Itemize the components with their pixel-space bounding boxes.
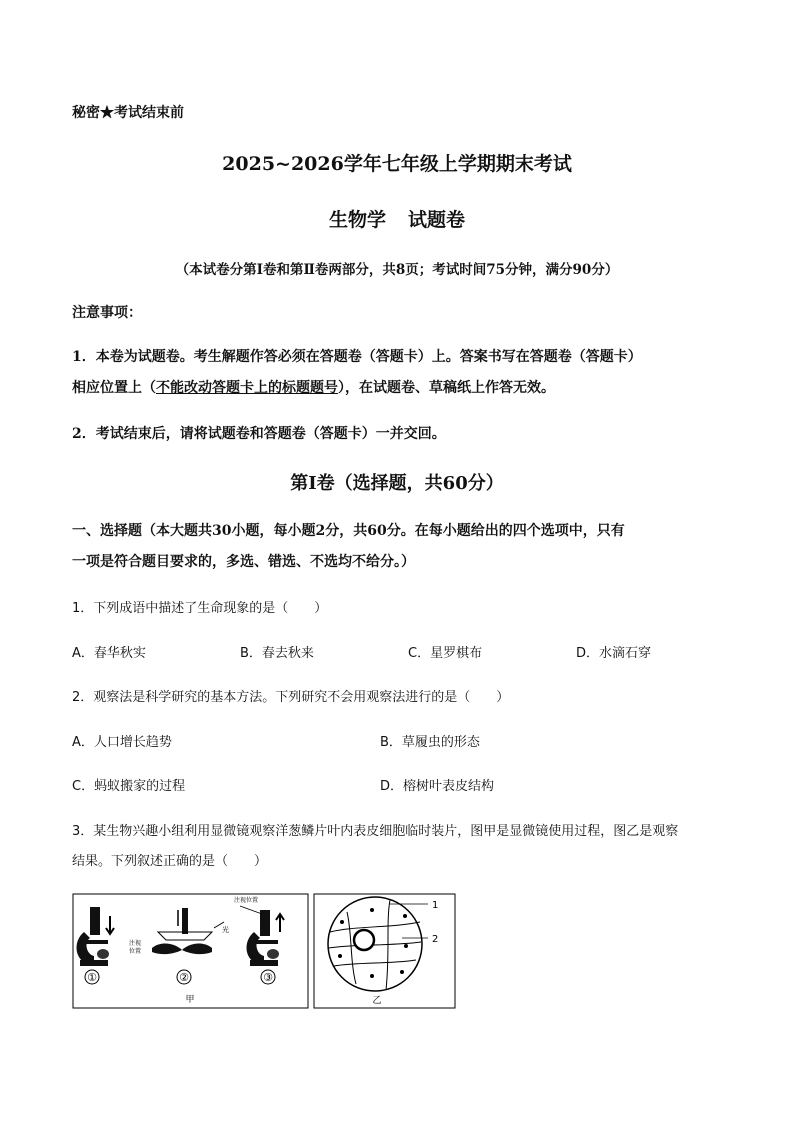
label-1: 1	[432, 900, 439, 911]
question-2-stem: 2．观察法是科学研究的基本方法。下列研究不会用观察法进行的是（ ）	[72, 690, 510, 705]
fig-light-text: 光	[222, 926, 229, 934]
question-3-stem-line-2: 结果。下列叙述正确的是（ ）	[72, 854, 268, 869]
subject-title	[0, 205, 794, 232]
q1-option-b: B．春去秋来	[240, 646, 314, 661]
figure-yi-panel	[314, 894, 455, 1008]
fig-weizhi-text: 位置	[129, 948, 142, 955]
notice-text: ），在试题卷、草稿纸上作答无效。	[338, 380, 555, 396]
question-3-stem-line-1: 3．某生物兴趣小组利用显微镜观察洋葱鳞片叶内表皮细胞临时装片，图甲是显微镜使用过程，图乙是观察	[72, 824, 679, 839]
q2-option-b: B．草履虫的形态	[380, 735, 480, 750]
step-3-label: ③	[263, 971, 273, 984]
fig-zhushi-top-text: 注视位置	[234, 897, 259, 904]
figure-jia-label: 甲	[185, 995, 195, 1005]
figure-yi-label: 乙	[372, 996, 382, 1006]
q1-option-d: D．水滴石穿	[576, 646, 652, 661]
q2-option-a: A．人口增长趋势	[72, 735, 172, 750]
part-1-title: 第Ⅰ卷（选择题，共60分）	[290, 473, 504, 494]
notice-underlined: 不能改动答题卡上的标题题号	[156, 380, 338, 396]
paper-type: 试题卷	[408, 209, 466, 231]
exam-title: 2025~2026学年七年级上学期期末考试	[222, 153, 572, 175]
confidential-note: 秘密★考试结束前	[72, 105, 184, 121]
q2-option-d: D．榕树叶表皮结构	[380, 779, 495, 794]
step-1-label: ①	[87, 971, 97, 984]
section-instructions-line-2: 一项是符合题目要求的，多选、错选、不选均不给分。）	[72, 554, 415, 570]
q2-option-c: C．蚂蚁搬家的过程	[72, 779, 186, 794]
notice-item-1-line-1: 1．本卷为试题卷。考生解题作答必须在答题卷（答题卡）上。答案书写在答题卷（答题卡）	[72, 349, 642, 365]
fig-zhushi-text: 注视	[129, 940, 142, 947]
notice-item-2: 2．考试结束后，请将试题卷和答题卷（答题卡）一并交回。	[72, 426, 446, 442]
notice-heading: 注意事项：	[72, 305, 142, 321]
q1-option-a: A．春华秋实	[72, 646, 146, 661]
microscope-step-1-icon	[77, 907, 115, 966]
section-instructions-line-1: 一、选择题（本大题共30小题，每小题2分，共60分。在每小题给出的四个选项中，只有	[72, 523, 625, 539]
microscope-step-3-icon	[240, 906, 284, 966]
figure-jia-panel	[73, 894, 308, 1008]
question-1-stem: 1．下列成语中描述了生命现象的是（ ）	[72, 601, 328, 616]
q1-option-c: C．星罗棋布	[408, 646, 483, 661]
microscope-step-2-icon	[152, 908, 224, 954]
notice-text: 相应位置上（	[72, 380, 156, 396]
exam-info: （本试卷分第Ⅰ卷和第Ⅱ卷两部分，共8页；考试时间75分钟，满分90分）	[175, 262, 619, 278]
label-2: 2	[432, 934, 439, 945]
cell-view-circle	[328, 897, 422, 991]
notice-item-1-line-2	[72, 377, 555, 397]
question-3-figure	[72, 892, 462, 1010]
step-2-label: ②	[179, 971, 189, 984]
subject-name: 生物学	[328, 209, 386, 231]
